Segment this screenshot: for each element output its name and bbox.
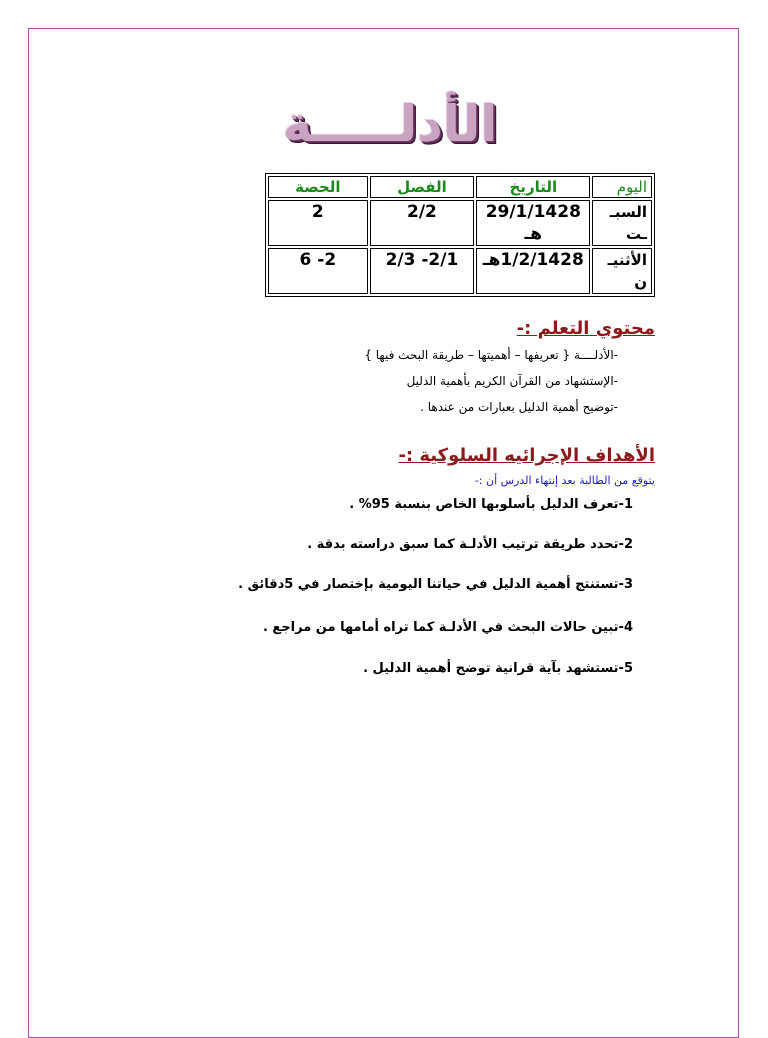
content-line: -توضيح أهمية الدليل بعبارات من عندها . — [420, 400, 618, 414]
header-period: الحصة — [268, 176, 368, 198]
cell-class: 2/1- 2/3 — [370, 248, 475, 294]
content-line: -الأدلــــة { تعريفها – أهميتها – طريقة البحث فيها } — [364, 348, 618, 362]
cell-date: 1/2/1428هـ — [476, 248, 590, 294]
header-day: اليوم — [592, 176, 652, 198]
objective-item: 3-تستنتج أهمية الدليل في حياتنا اليومية بإختصار في 5دقائق . — [238, 577, 633, 592]
cell-day: الأثنيـ ن — [592, 248, 652, 294]
objective-item: 2-تحدد طريقة ترتيب الأدلـة كما سبق دراسته بدقة . — [307, 537, 633, 552]
objective-item: 4-تبين حالات البحث في الأدلـة كما تراه أمامها من مراجع . — [262, 620, 633, 635]
table-row — [268, 200, 652, 246]
header-class: الفصل — [370, 176, 475, 198]
cell-period: 2 — [268, 200, 368, 246]
objective-item: 5-تستشهد بآية قرانية توضح أهمية الدليل . — [363, 661, 633, 676]
table-header-row — [268, 176, 652, 198]
content-line: -الإستشهاد من القرآن الكريم بأهمية الدليل — [406, 374, 618, 388]
objectives-heading: الأهداف الإجرائيه السلوكية :- — [398, 445, 655, 466]
content-heading: محتوي التعلم :- — [516, 318, 655, 339]
cell-day: السبـ ـت — [592, 200, 652, 246]
cell-period: 2- 6 — [268, 248, 368, 294]
objective-item: 1-تعرف الدليل بأسلوبها الخاص بنسبة 95% . — [349, 497, 633, 512]
cell-date: 29/1/1428 هـ — [476, 200, 590, 246]
objectives-intro: يتوقع من الطالبة بعد إنتهاء الدرس أن :- — [474, 474, 655, 487]
page-title: الأدلـــــة — [282, 95, 498, 153]
table-row — [268, 248, 652, 294]
cell-class: 2/2 — [370, 200, 475, 246]
header-date: التاريخ — [476, 176, 590, 198]
schedule-table — [265, 173, 655, 297]
